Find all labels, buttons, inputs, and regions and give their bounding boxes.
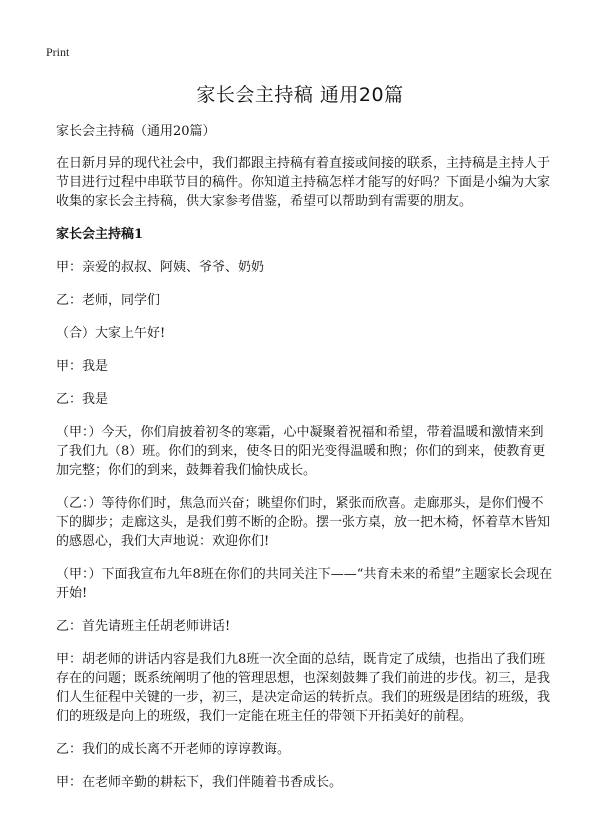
dialogue-paragraph: 甲：我是 <box>56 359 109 374</box>
dialogue-paragraph: 甲：亲爱的叔叔、阿姨、爷爷、奶奶 <box>56 260 265 275</box>
dialogue-paragraph: （乙：）等待你们时，焦急而兴奋；眺望你们时，紧张而欣喜。走廊那头，是你们慢不下的脚步；走廊这头，是我们剪不断的企盼。摆一张方桌，放一把木椅，怀着草木皆知的感恩心，我们大声地说：欢迎你们! <box>56 496 551 549</box>
intro-paragraph: 在日新月异的现代社会中，我们都跟主持稿有着直接或间接的联系，主持稿是主持人于节目进行过程中串联节目的稿件。你知道主持稿怎样才能写的好吗？下面是小编为大家收集的家长会主持稿，供大家参考借鉴，希望可以帮助到有需要的朋友。 <box>56 156 551 209</box>
dialogue-paragraph: （甲：）今天，你们肩披着初冬的寒霜，心中凝聚着祝福和希望，带着温暖和激情来到了我们九（8）班。你们的到来，使冬日的阳光变得温暖和煦；你们的到来，使教育更加完整；你们的到来，鼓舞着我们愉快成长。 <box>56 425 546 478</box>
dialogue-paragraph: （合）大家上午好! <box>56 326 166 341</box>
document-subtitle: 家长会主持稿（通用20篇） <box>56 124 216 139</box>
dialogue-paragraph: 甲：在老师辛勤的耕耘下，我们伴随着书香成长。 <box>56 775 343 790</box>
dialogue-paragraph: 甲：胡老师的讲话内容是我们九8班一次全面的总结，既肯定了成绩，也指出了我们班存在的问题；既系统阐明了他的管理思想，也深刻鼓舞了我们前进的步伐。初三，是我们人生征程中关键的一步，初三，是决定命运的转折点。我们的班级是团结的班级，我们的班级是向上的班级，我们一定能在班主任的带领下开拓美好的前程。 <box>56 652 551 724</box>
page-title: 家长会主持稿 通用20篇 <box>196 84 404 106</box>
dialogue-paragraph: 乙：老师，同学们 <box>56 293 161 308</box>
dialogue-paragraph: 乙：我们的成长离不开老师的谆谆教诲。 <box>56 742 291 757</box>
dialogue-paragraph: （甲：）下面我宣布九年8班在你们的共同关注下——“共育未来的希望”主题家长会现在开始! <box>56 567 553 601</box>
section-heading: 家长会主持稿1 <box>56 227 144 242</box>
print-link[interactable]: Print <box>46 45 70 59</box>
dialogue-paragraph: 乙：首先请班主任胡老师讲话! <box>56 619 231 634</box>
dialogue-paragraph: 乙：我是 <box>56 392 109 407</box>
document-body <box>56 122 556 806</box>
